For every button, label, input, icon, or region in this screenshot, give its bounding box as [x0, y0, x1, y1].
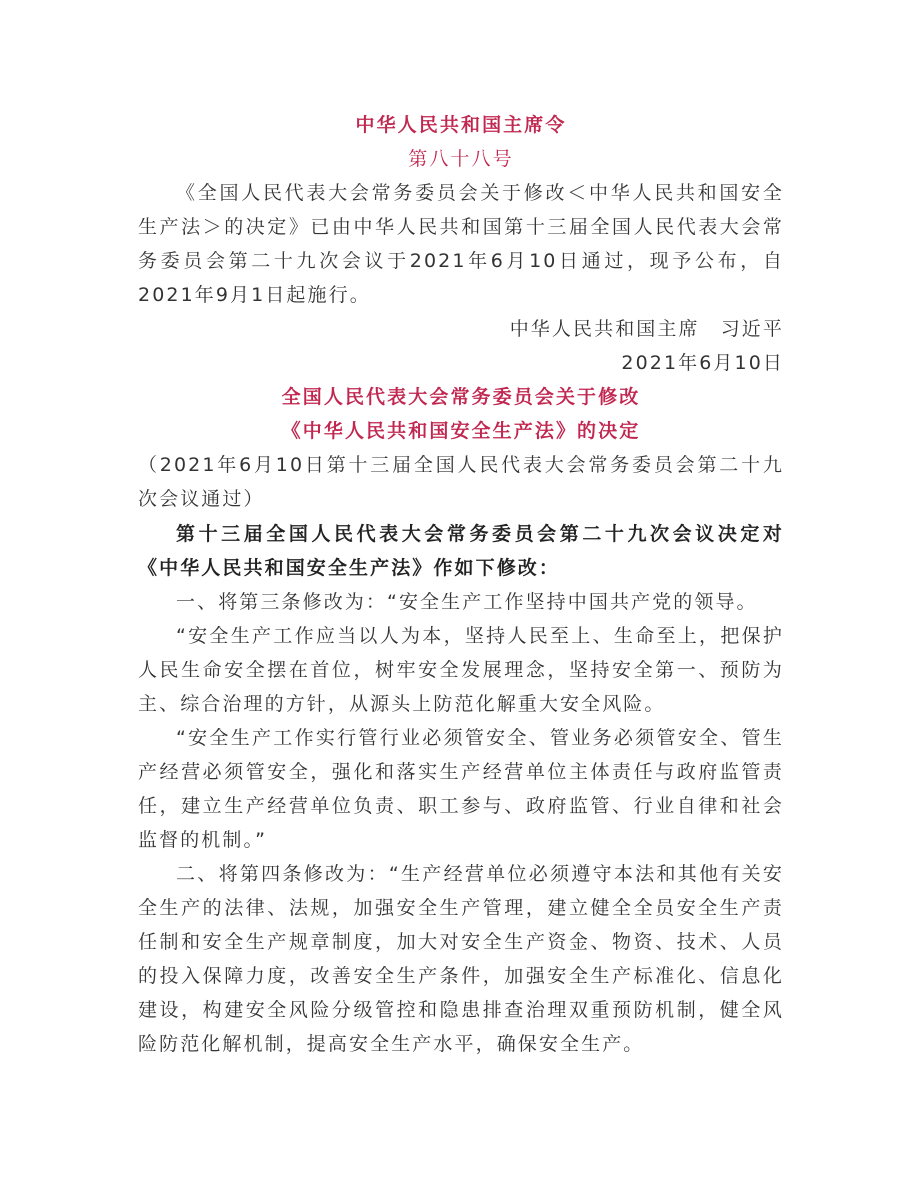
decision-title-line1: 全国人民代表大会常务委员会关于修改: [281, 386, 641, 408]
order-signature: 中华人民共和国主席 习近平: [509, 318, 784, 340]
order-body: 《全国人民代表大会常务委员会关于修改＜中华人民共和国安全生产法＞的决定》已由中华人民共和国第十三届全国人民代表大会常务委员会第二十九次会议于2021年6月10日通过，现予公布，自2021年9月1日起施行。: [138, 182, 784, 306]
order-date: 2021年6月10日: [621, 352, 784, 374]
decision-intro: 第十三届全国人民代表大会常务委员会第二十九次会议决定对《中华人民共和国安全生产法》作如下修改：: [138, 523, 784, 579]
order-title: 中华人民共和国主席令: [355, 114, 567, 136]
amendment-paragraph-4: 二、将第四条修改为：“生产经营单位必须遵守本法和其他有关安全生产的法律、法规，加强安全生产管理，建立健全全员安全生产责任制和安全生产规章制度，加大对安全生产资金、物资、技术、人员的投入保障力度，改善安全生产条件，加强安全生产标准化、信息化建设，构建安全风险分级管控和隐患排查治理双重预防机制，健全风险防范化解机制，提高安全生产水平，确保安全生产。: [138, 863, 784, 1055]
decision-adoption-note: （2021年6月10日第十三届全国人民代表大会常务委员会第二十九次会议通过）: [138, 454, 784, 510]
document-page: [138, 108, 784, 1061]
amendment-paragraph-2: “安全生产工作应当以人为本，坚持人民至上、生命至上，把保护人民生命安全摆在首位，树牢安全发展理念，坚持安全第一、预防为主、综合治理的方针，从源头上防范化解重大安全风险。: [138, 625, 784, 715]
amendment-paragraph-3: “安全生产工作实行管行业必须管安全、管业务必须管安全、管生产经营必须管安全，强化和落实生产经营单位主体责任与政府监管责任，建立生产经营单位负责、职工参与、政府监管、行业自律和社会监督的机制。”: [138, 727, 784, 851]
decision-title-line2: 《中华人民共和国安全生产法》的决定: [281, 420, 641, 442]
amendment-paragraph-1: 一、将第三条修改为：“安全生产工作坚持中国共产党的领导。: [176, 591, 758, 613]
order-number: 第八十八号: [408, 148, 514, 170]
